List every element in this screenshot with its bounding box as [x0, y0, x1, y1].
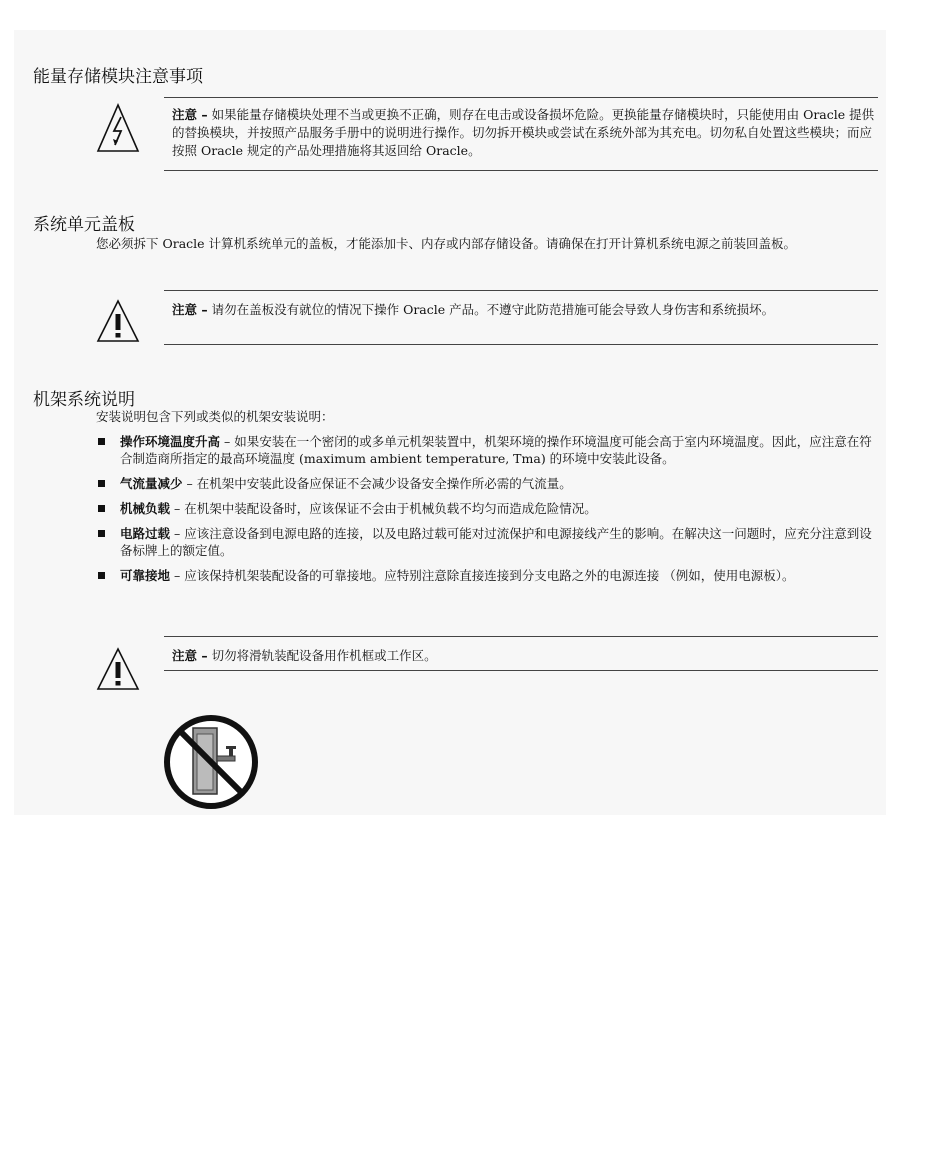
note-text: [172, 106, 878, 160]
bullet-text: 在机架中装配设备时，应该保证不会由于机械负载不均匀而造成危险情况。: [184, 501, 597, 516]
section-title-energy-module: 能量存储模块注意事项: [33, 67, 203, 87]
note-top-rule: [164, 97, 878, 98]
caution-icon: [96, 298, 140, 344]
note-body: 如果能量存储模块处理不当或更换不正确，则存在电击或设备损坏危险。更换能量存储模块时，只能使用由 Oracle 提供的替换模块，并按照产品服务手册中的说明进行操作。切勿拆开模块或尝试在系统外部为其充电。切勿私自处置这些模块；而应按照 Oracle 规定的产品处理措施将其返回给 Oracle。: [172, 107, 875, 158]
bullet-term: 气流量减少: [120, 476, 183, 491]
list-item: [96, 525, 876, 559]
rack-instruction-list: [96, 433, 876, 592]
cover-paragraph: 您必须拆下 Oracle 计算机系统单元的盖板，才能添加卡、内存或内部存储设备。请确保在打开计算机系统电源之前装回盖板。: [96, 236, 797, 251]
bullet-term: 机械负载: [120, 501, 171, 516]
note-rack: [96, 636, 878, 692]
no-rack-workspace-icon: [163, 714, 259, 810]
list-item: [96, 500, 876, 517]
note-bottom-rule: [164, 670, 878, 671]
bullet-text: 应该保持机架装配设备的可靠接地。应特别注意除直接连接到分支电路之外的电源连接 （例如，使用电源板）。: [184, 568, 795, 583]
bullet-separator: –: [170, 501, 185, 516]
bullet-separator: –: [170, 526, 185, 541]
note-top-rule: [164, 636, 878, 637]
bullet-square: [98, 480, 105, 487]
note-body: 请勿在盖板没有就位的情况下操作 Oracle 产品。不遵守此防范措施可能会导致人身伤害和系统损坏。: [211, 302, 775, 317]
note-label: 注意 –: [172, 648, 208, 663]
section-title-cover: 系统单元盖板: [33, 215, 135, 235]
bullet-square: [98, 530, 105, 537]
bullet-separator: –: [182, 476, 197, 491]
note-text: [172, 647, 878, 665]
bullet-term: 电路过载: [120, 526, 171, 541]
note-energy-module: [96, 97, 878, 171]
electrical-hazard-icon: [96, 101, 140, 155]
bullet-term: 操作环境温度升高: [120, 434, 221, 449]
bullet-square: [98, 505, 105, 512]
list-item: [96, 475, 876, 492]
note-bottom-rule: [164, 170, 878, 171]
bullet-square: [98, 572, 105, 579]
note-cover: [96, 290, 878, 346]
bullet-text: 在机架中安装此设备应保证不会减少设备安全操作所必需的气流量。: [196, 476, 572, 491]
list-item: [96, 567, 876, 584]
bullet-text: 如果安装在一个密闭的或多单元机架装置中，机架环境的操作环境温度可能会高于室内环境温度。因此，应注意在符合制造商所指定的最高环境温度 (maximum ambient temperature, Tma) 的环境中安装此设备。: [120, 434, 872, 466]
note-top-rule: [164, 290, 878, 291]
note-label: 注意 –: [172, 302, 208, 317]
list-item: [96, 433, 876, 467]
note-label: 注意 –: [172, 107, 208, 122]
section-title-rack: 机架系统说明: [33, 390, 135, 410]
bullet-square: [98, 438, 105, 445]
rack-intro: 安装说明包含下列或类似的机架安装说明：: [96, 409, 334, 424]
bullet-separator: –: [220, 434, 235, 449]
bullet-text: 应该注意设备到电源电路的连接，以及电路过载可能对过流保护和电源接线产生的影响。在解决这一问题时，应充分注意到设备标牌上的额定值。: [120, 526, 872, 558]
bullet-separator: –: [170, 568, 185, 583]
bullet-term: 可靠接地: [120, 568, 171, 583]
note-bottom-rule: [164, 344, 878, 345]
note-text: [172, 301, 878, 319]
note-body: 切勿将滑轨装配设备用作机框或工作区。: [211, 648, 437, 663]
caution-icon: [96, 646, 140, 692]
